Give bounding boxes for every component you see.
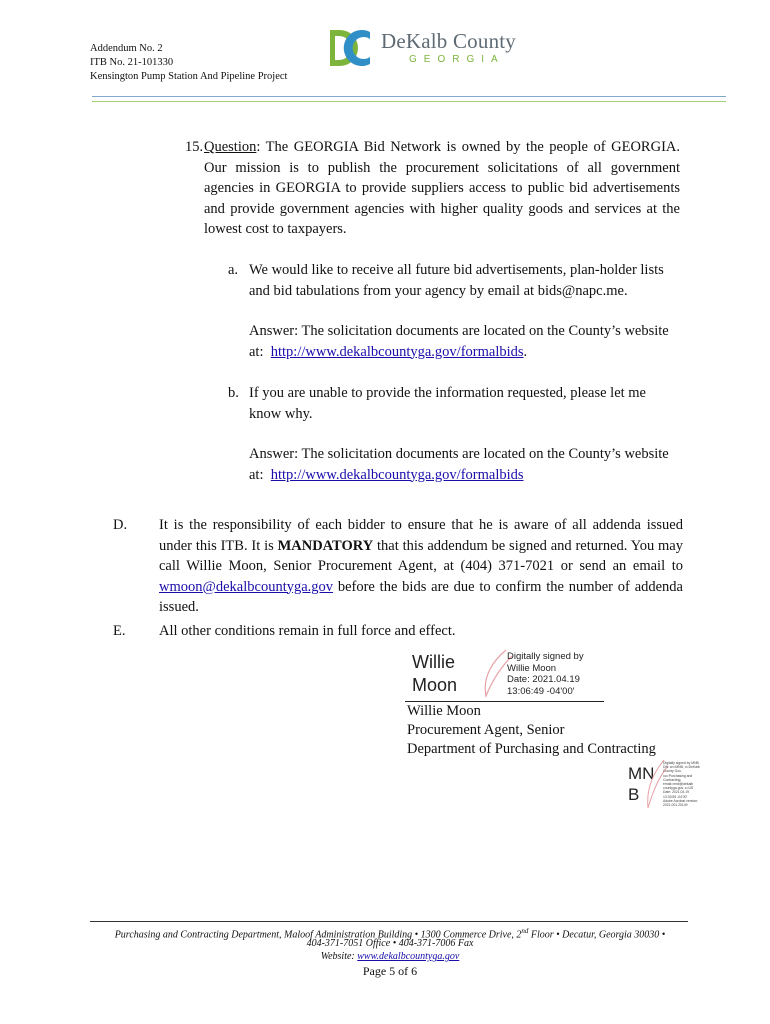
item-a-label: a.	[228, 262, 239, 278]
question-label: Question	[204, 139, 257, 155]
signer-department: Department of Purchasing and Contracting	[407, 741, 656, 757]
initials-meta-line: DN: cn=MNB, o=DeKalb	[663, 765, 700, 770]
item-a-text: We would like to receive all future bid advertisements, plan-holder lists and bid tabulations from your agency by email at bids@napc.me.	[249, 262, 664, 299]
signature-last: Moon	[412, 675, 458, 695]
addendum-number: Addendum No. 2	[90, 43, 163, 54]
initials-line-2: B	[628, 785, 640, 804]
logo-title: DeKalb County	[381, 29, 516, 53]
item-b	[228, 383, 668, 424]
signature-details	[507, 651, 584, 697]
initials-meta-line: Date: 2021.04.19	[663, 790, 690, 795]
logo-subtitle: GEORGIA	[409, 54, 505, 65]
answer-a-suffix: .	[523, 343, 528, 360]
footer-phone: 404-371-7051 Office • 404-371-7006 Fax	[306, 938, 474, 949]
item-b-answer	[249, 444, 669, 485]
section-d-text-3: before the bids are due to confirm the number of addenda issued.	[159, 578, 683, 615]
section-d-label: D.	[113, 517, 128, 533]
question-number: 15.	[185, 139, 204, 155]
initials-line-1: MN	[628, 764, 655, 783]
initials-meta-line: 2021.001.20149	[663, 803, 688, 808]
project-name: Kensington Pump Station And Pipeline Project	[90, 71, 288, 82]
signature-meta-line: Date: 2021.04.19	[507, 674, 580, 685]
initials-meta-line: 13:33:55 -04'00'	[663, 794, 688, 799]
initials-meta-line: countyga.gov, c=US	[663, 786, 694, 791]
footer-website-label: Website:	[320, 951, 358, 962]
footer-rule	[90, 921, 688, 922]
section-e-text: All other conditions remain in full force and effect.	[159, 623, 456, 639]
header-rule-green	[92, 101, 726, 102]
section-e	[113, 621, 683, 642]
item-a	[228, 260, 668, 301]
question-15	[185, 137, 680, 240]
section-d-text: It is the responsibility of each bidder to ensure that he is aware of all addenda issued under this ITB. It is	[159, 517, 683, 554]
initials-meta-line: County Gov,	[663, 769, 682, 774]
section-d	[113, 515, 683, 618]
section-d-text-2: that this addendum be signed and returned. You may call Willie Moon, Senior Procurement Agent, at (404) 371-7021 or send an email to	[159, 537, 683, 574]
signature-meta-line: Digitally signed by	[507, 651, 584, 662]
signature-meta-line: 13:06:49 -04'00'	[507, 685, 575, 697]
footer-address-text-2: Floor • Decatur, Georgia 30030 •	[528, 929, 666, 941]
question-text: : The GEORGIA Bid Network is owned by the people of GEORGIA. Our mission is to publish the procurement solicitations of all government agencies in GEORGIA to provide suppliers access to public bid advertisements and provide government agencies with higher quality goods and services at the lowest cost to taxpayers.	[204, 139, 680, 237]
signature-name	[412, 651, 457, 697]
email-link[interactable]: wmoon@dekalbcountyga.gov	[159, 578, 334, 595]
initials-meta-line: ou=Purchasing and	[663, 773, 693, 778]
dekalb-logo-mark-icon	[328, 28, 372, 68]
item-a-answer	[249, 321, 669, 362]
footer-website	[90, 951, 690, 964]
signer-block	[407, 702, 656, 759]
page-number: Page 5 of 6	[362, 964, 418, 978]
initials-meta-line: Digitally signed by MNB	[663, 761, 699, 765]
item-b-text: If you are unable to provide the information requested, please let me know why.	[249, 385, 646, 422]
answer-b-prefix: Answer: The solicitation documents are located on the County’s website at:	[249, 446, 669, 483]
document-header	[90, 42, 287, 84]
initials-meta-line: email=mnb@dekalb	[663, 782, 694, 787]
signer-name: Willie Moon	[407, 703, 481, 719]
initials-signature-details	[663, 761, 705, 807]
signature-first: Willie	[412, 652, 455, 672]
footer-superscript: nd	[521, 927, 529, 935]
initials-meta-line: Contracting,	[663, 777, 682, 782]
footer-address-text: Purchasing and Contracting Department, Maloof Administration Building • 1300 Commerce Drive, 2	[114, 929, 522, 941]
header-rule-blue	[92, 96, 726, 97]
signer-title: Procurement Agent, Senior	[407, 722, 565, 738]
item-b-label: b.	[228, 385, 239, 401]
mandatory-emphasis: MANDATORY	[277, 537, 374, 554]
signature-meta-line: Willie Moon	[507, 662, 557, 674]
formal-bids-link[interactable]: http://www.dekalbcountyga.gov/formalbids	[270, 343, 524, 360]
section-e-label: E.	[113, 623, 126, 639]
answer-a-prefix: Answer: The solicitation documents are located on the County’s website at:	[249, 323, 669, 360]
initials-meta-line: Adobe Acrobat version:	[663, 798, 699, 803]
website-link[interactable]: www.dekalbcountyga.gov	[357, 951, 460, 962]
formal-bids-link[interactable]: http://www.dekalbcountyga.gov/formalbids	[270, 466, 524, 483]
itb-number: ITB No. 21-101330	[90, 57, 174, 68]
